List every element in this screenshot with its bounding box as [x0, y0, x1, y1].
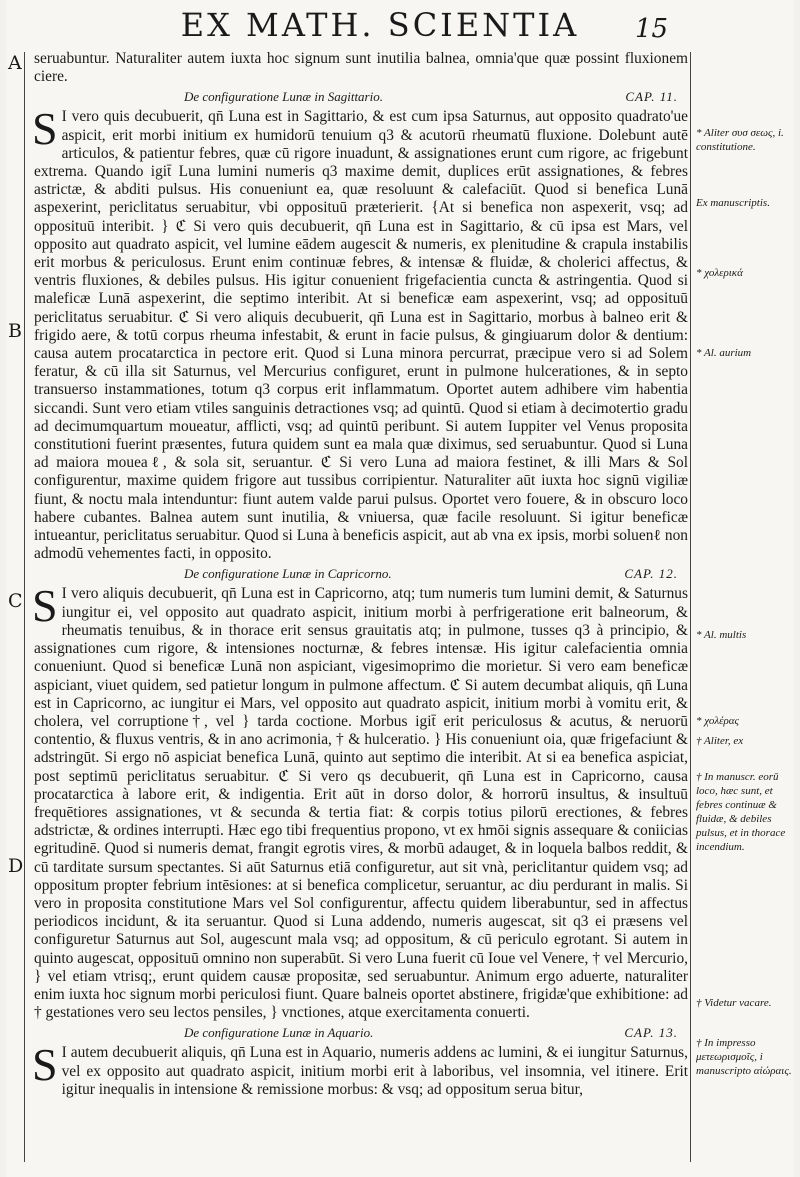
- chapter-title: De configuratione Lunæ in Sagittario.: [184, 89, 383, 105]
- chapter-text: I vero aliquis decubuerit, qn̄ Luna est in Capricorno, atq; tum numeris tum lumini demit, & Saturnus iungitur ei, vel opposito aut quadrato aspicit, initium morbi à perfrigeratione erit balneorum, & rheumatis tenuibus, & in thorace erit sensus grauitatis atq; in pulmone, tusses q3 à principio, & assignationes cum rigore, & intensiones nocturnæ, & febres intensæ. His igitur calefacientia omnia conueniunt. Quod si beneficæ Lunā non aspiciant, vigesimoprimo die morietur. Si vero eam beneficæ aspiciant, viuet quidem, sed patietur longum in pulmone affectum. ℭ Si autem decumbat aliquis, qn̄ Luna est in Capricorno, ac iungitur ei Mars, vel opposito aut quadrato aspicit, initium morbi à vomitu erit, & cholera, vel corruptione†, vel } tarda coctione. Morbus igit̄ erit periculosus & acutus, & neruorū contentio, & fluxus ventris, & in ano acrimonia, † & hulceratio. } His conueniunt oia, quæ frigefaciunt & adstringūt. Si ergo nō aspiciat benefica Lunā, quinto aut septimo die interibit. At si ea benefica aspiciat, post septimū periclitatus seruabitur. ℭ Si vero qs decubuerit, qn̄ Luna est in Capricorno, causa procatarctica à labore erit, & indigentia. Erit aūt in dorso dolor, & horrorū insultus, & insultuū frequētiores assignationes, vt & secunda & tertia fiat: & corpis totius pilorū erectiones, & febres adstrictæ, & ordines interrupti. Hæc ego tibi frequentius propono, vt ex hmōi signis assequare & coniicias egritudinē. Quod si numeris demat, frangit egrotis vires, & morbū adauget, & in loquela balbos reddit, & cū tarditate sursum spectantes. Si aūt Saturnus etiā configuretur, aut sit vnà, periclitantur quidem vsq; ad oppositum propter febrium intēsiones: at si benefica complicetur, seruantur, ac diu perdurant in malis. Si vero in proposita constitutione Mars vel Sol configurentur, affectu quidem liberabuntur, sed in affectus periodicos incidunt, & ita seruantur. Quod si Luna addendo, numeris augescat, sit q3 ei præsens vel configuretur Saturnus aut Sol, augescunt mala vsq; ad oppositum, & cū periculo egrotant. Si autem in quinto augescat, opposituū omnino non superabūt. Si vero Luna fuerit cū Ioue vel Venere, † vel Mercurio, } vel etiam vtrisq;, erunt quidem causæ propositæ, sed seruabuntur. Animum ergo aduerte, naturaliter enim iuxta hoc signum morbi periculosi fiunt. Quare balneis oportet abstinere, frigidæ'que exhibitione: ad † gestationes vero seu lectos pensiles, } vnctiones, atque exercitamenta conuerti.: [34, 585, 688, 1022]
- right-margin-rule: [690, 52, 691, 1162]
- chapter-heading-13: [34, 1023, 688, 1043]
- marginal-note: † In manuscr. eorū loco, hæc sunt, et febres continuæ & fluidæ, & debiles pulsus, et in thorace incendium.: [696, 771, 786, 853]
- marginal-note: Ex manuscriptis.: [696, 197, 770, 209]
- marginal-note: * χολερικά: [696, 267, 743, 279]
- marginal-note: † Aliter, ex: [696, 735, 744, 747]
- marginal-note: * Al. multis: [696, 629, 747, 641]
- section-mark-c: C: [8, 590, 23, 612]
- marginal-note: † Videtur vacare.: [696, 997, 772, 1009]
- main-text-column: [34, 50, 688, 1099]
- section-mark-a: A: [8, 52, 22, 74]
- chapter-number: CAP. 13.: [624, 1025, 678, 1041]
- section-mark-d: D: [8, 855, 24, 877]
- chapter-heading-11: [34, 87, 688, 107]
- chapter-body-13: [32, 1039, 688, 1099]
- marginal-notes: [696, 0, 796, 1177]
- marginal-note: * Al. aurium: [696, 347, 752, 359]
- marginal-note: † In impresso μετεωρισμοῖς, i manuscripto αἰώραις.: [696, 1037, 792, 1077]
- chapter-text: I autem decubuerit aliquis, qn̄ Luna est in Aquario, numeris addens ac lumini, & ei iungitur Saturnus, vel ex opposito aut quadrato aspicit, initium morbi erit à laboribus, vel insomnia, vel itinere. Erit igitur inequalis in intensione & remissione morbus: & vsq; ad oppositum serua bitur,: [61, 1044, 688, 1098]
- left-margin-rule: [24, 52, 25, 1162]
- chapter-number: CAP. 12.: [624, 566, 678, 582]
- chapter-body-12: [32, 580, 688, 1022]
- chapter-body-11: [32, 103, 688, 563]
- marginal-note: * χολέρας: [696, 715, 739, 727]
- drop-cap: S: [32, 1039, 58, 1091]
- running-header: EX MATH. SCIENTIA: [180, 6, 580, 44]
- intro-paragraph: seruabuntur. Naturaliter autem iuxta hoc signum sunt inutilia balnea, omnia'que quæ possint fluxionem ciere.: [34, 50, 688, 86]
- chapter-number: CAP. 11.: [625, 89, 678, 105]
- chapter-title: De configuratione Lunæ in Capricorno.: [184, 566, 392, 582]
- chapter-heading-12: [34, 564, 688, 584]
- chapter-text: I vero quis decubuerit, qn̄ Luna est in Sagittario, & est cum ipsa Saturnus, aut opposito quadrato'ue aspicit, erit morbi initium ex humidorū tenuium q3 & acutorū rheumatū fluxione. Dolebunt autē articulos, & patientur febres, quæ cū rigore inuadunt, & assignationes erunt cum rigore, ac frigebunt extrema. Quando igit̄ Luna lumini numeris q3 maxime demit, duplices erūt assignationes, & febres astrictæ, & abditi pulsus. His conueniunt ea, quæ resoluunt & calefaciūt. Quod si benefica Lunā aspexerint, periclitatus seruabitur, vbi opposituū præterierit. {At si benefica non aspexerit, vsq; ad opposituū interibit. } ℭ Si vero quis decubuerit, qn̄ Luna est in Sagittario, & cū ipsa est Mars, vel opposito aut quadrato aspicit, vel lumine eādem augescit & numeris, ex plenitudine & crapula instabilis erit morbus & periculosus. Erunt enim continuæ febres, & intensæ & fluidæ, & cholerici affectus, & ventris fluxiones, & debiles pulsus. His igitur conuenient frigefacientia cuncta & astringentia. Quod si maleficæ Lunā aspexerint, die septimo interibit. At si beneficæ eam aspexerint, vsq; ad opposituū periclitatus seruabitur. ℭ Si vero aliquis decubuerit, qn̄ Luna est in Sagittario, morbus à balneo erit & frigido aere, & totū corpus rheuma infestabit, & erunt in facie pulsus, & gingiuarum dolor & dentium: causa autem procatarctica in pectore erit. Quod si Luna minora percurrat, præcipue vero si ad Solem feratur, & cū illa sit Saturnus, vel Mercurius configuret, erunt in pulmone hulcerationes, & in septo transuerso instammationes, totum q3 corpus erit inflammatum. Oportet autem adhibere vim habentia siccandi. Sunt vero etiam vtiles sanguinis detractiones vsq; ad quintū. Quod si etiam à decimotertio gradu ad decimumquartum moueatur, afflicti, vsq; ad quintū peribunt. Si autem Iuppiter vel Venus proposita constitutioni fuerint præsentes, futura quidem sunt ea mala quæ diximus, sed seruabuntur. Quod si Luna ad maiora moueaℓ, & sola sit, seruantur. ℭ Si vero Luna ad maiora festinet, & illi Mars & Sol configurentur, maxime quidem frigore aut tussibus corripientur. Naturaliter aūt iuxta hoc signū vigiliæ fiunt, & noctu mala intenduntur: fiunt autem valde parui pulsus. Oportet vero fouere, & in obscuro loco habere cubantes. Balnea autem sunt inutilia, & vniuersa, quæ facile resoluunt. Si igitur beneficæ intueantur, periclitatus seruabitur. Quod si Luna à beneficis aspicit, aut ab vna ex ipsis, morbi soluenℓ non admodū vehementes facti, in opposito.: [34, 108, 688, 563]
- drop-cap: S: [32, 103, 58, 155]
- section-mark-b: B: [8, 320, 22, 342]
- marginal-note: * Aliter συσ σεως, i. constitutione.: [696, 127, 784, 153]
- drop-cap: S: [32, 580, 58, 632]
- chapter-title: De configuratione Lunæ in Aquario.: [184, 1025, 374, 1041]
- page-number: 15: [635, 14, 669, 44]
